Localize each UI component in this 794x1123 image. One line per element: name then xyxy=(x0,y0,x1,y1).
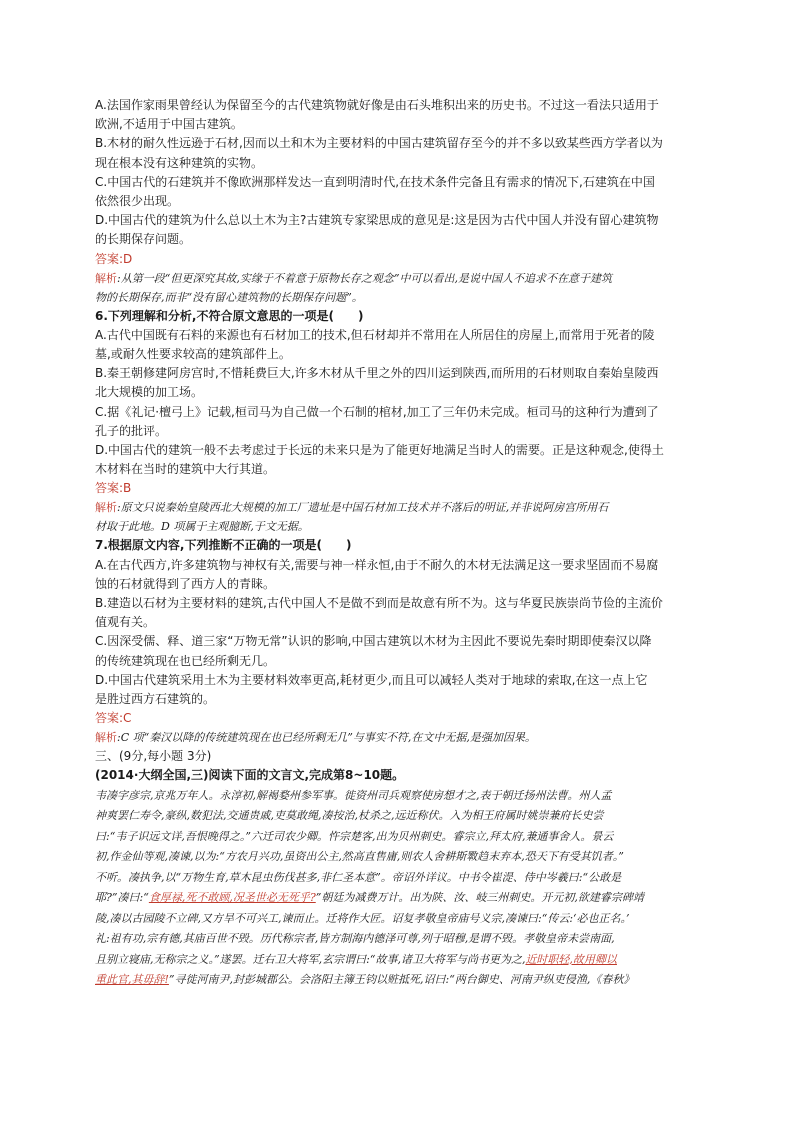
answer-value: :D xyxy=(119,251,133,266)
q7-option-c-line2: 的传统建筑现在也已经所剩无几。 xyxy=(95,653,276,668)
q5-options xyxy=(95,96,715,250)
passage-line: 礼:祖有功,宗有德,其庙百世不毁。历代称宗者,皆方制海内德泽可尊,列于昭穆,是谓不毁。孝敬皇帝未尝南面, xyxy=(95,932,615,946)
passage-text: 耶?”凑曰:“ xyxy=(95,891,149,905)
q5-option-a-line1: A.法国作家雨果曾经认为保留至今的古代建筑物就好像是由石头堆积出来的历史书。不过这一看法只适用于 xyxy=(95,98,659,112)
q6-option-c-line1: C.据《礼记·檀弓上》记载,桓司马为自己做一个石制的棺材,加工了三年仍未完成。桓司马的这种行为遭到了 xyxy=(95,404,659,419)
explanation-text: :从第一段“但更深究其故,实缘于不着意于原物长存之观念”中可以看出,是说中国人不追求不在意于建筑 xyxy=(117,271,612,285)
q7-answer xyxy=(95,709,715,728)
q5-answer xyxy=(95,250,715,269)
q6-option-a-line1: A.古代中国既有石料的来源也有石材加工的技术,但石材却并不常用在人所居住的房屋上,而常用于死者的陵 xyxy=(95,327,655,342)
q6-option-a-line2: 墓,或耐久性要求较高的建筑部件上。 xyxy=(95,347,291,362)
q7-option-b-line2: 值观有关。 xyxy=(95,615,156,630)
q5-explanation-line2: 物的长期保存,而非“没有留心建筑物的长期保存问题”。 xyxy=(95,290,363,304)
passage-line xyxy=(95,950,715,971)
section-source: (2014·大纲全国,三)阅读下面的文言文,完成第8~10题。 xyxy=(95,768,405,783)
passage-line: 神爽罢仁寿令,豪纵,数犯法,交通贵戚,吏莫敢绳,凑按治,杖杀之,远近称伏。入为相王府属时姚崇兼府长史尝 xyxy=(95,809,604,823)
q6-explanation-line1 xyxy=(95,498,715,517)
highlighted-sentence: 重此官,其毋辞! xyxy=(95,973,169,987)
q6-option-b-line2: 北大规模的加工场。 xyxy=(95,385,204,400)
q5-option-b-line1: B.木材的耐久性远逊于石材,因而以土和木为主要材料的中国古建筑留存至今的并不多以致某些西方学者以为 xyxy=(95,136,663,151)
highlighted-sentence: 食厚禄,死不敢顾,况圣世必无死乎? xyxy=(148,891,316,905)
q7-explanation-line1 xyxy=(95,728,715,747)
q5-option-d-line1: D.中国古代的建筑为什么总以土木为主?古建筑专家梁思成的意见是:这是因为古代中国人并没有留心建筑物 xyxy=(95,213,659,228)
document-page xyxy=(95,96,715,991)
q6-option-c-line2: 孔子的批评。 xyxy=(95,423,168,438)
q5-option-a-line2: 欧洲,不适用于中国古建筑。 xyxy=(95,117,243,132)
q5-option-d-line2: 的长期保存问题。 xyxy=(95,232,192,247)
q7-option-d-line1: D.中国古代建筑采用土木为主要材料效率更高,耗材更少,而且可以减轻人类对于地球的索取,在这一点上它 xyxy=(95,672,648,687)
passage-text: ”朝廷为减费万计。出为陕、汝、岐三州刺史。开元初,欲建睿宗碑靖 xyxy=(315,891,644,905)
explanation-text: :C 项“秦汉以降的传统建筑现在也已经所剩无几”与事实不符,在文中无据,是强加因果。 xyxy=(117,731,536,745)
answer-label: 答案 xyxy=(95,711,120,726)
explanation-label: 解析 xyxy=(95,271,117,285)
explanation-label: 解析 xyxy=(95,731,117,745)
q7-stem: 7.根据原文内容,下列推断不正确的一项是( ) xyxy=(95,538,352,553)
q7-option-d-line2: 是胜过西方石建筑的。 xyxy=(95,692,216,707)
q5-option-c-line1: C.中国古代的石建筑并不像欧洲那样发达一直到明清时代,在技术条件完备且有需求的情况下,石建筑在中国 xyxy=(95,174,655,189)
passage-line: 曰:“韦子识远文详,吾恨晚得之。”六迁司农少卿。忤宗楚客,出为贝州刺史。睿宗立,拜太府,兼通事舍人。景云 xyxy=(95,829,614,843)
passage-line: 不听。凑执争,以“万物生育,草木昆虫伤伐甚多,非仁圣本意”。帝诏外详议。中书令崔湜、侍中岑羲曰:“公敢是 xyxy=(95,870,622,884)
explanation-label: 解析 xyxy=(95,501,117,515)
q5-option-c-line2: 依然很少出现。 xyxy=(95,194,180,209)
answer-label: 答案 xyxy=(95,481,120,496)
q5-explanation-line1 xyxy=(95,269,715,288)
q7-option-c-line1: C.因深受儒、释、道三家“万物无常”认识的影响,中国古建筑以木材为主因此不要说先秦时期即使秦汉以降 xyxy=(95,634,652,649)
q6-option-b-line1: B.秦王朝修建阿房宫时,不惜耗费巨大,许多木材从千里之外的四川运到陕西,而所用的石材则取自秦始皇陵西 xyxy=(95,366,659,381)
q7-option-b-line1: B.建造以石材为主要材料的建筑,古代中国人不是做不到而是故意有所不为。这与华夏民族崇尚节俭的主流价 xyxy=(95,596,663,611)
q6-option-d-line2: 木材料在当时的建筑中大行其道。 xyxy=(95,462,276,477)
classical-passage xyxy=(95,786,715,991)
answer-value: :C xyxy=(119,711,132,726)
answer-label: 答案 xyxy=(95,251,120,266)
passage-line: 陵,凑以古园陵不立碑,又方旱不可兴工,谏而止。迁将作大匠。诏复孝敬皇帝庙号义宗,凑谏曰:“传云:‘必也正名。’ xyxy=(95,911,630,925)
passage-text: ”寻徙河南尹,封彭城郡公。会洛阳主簿王钧以赃抵死,诏曰:“两台御史、河南尹纵吏侵渔,《春秋》 xyxy=(168,973,635,987)
q7-option-a-line2: 蚀的石材就得到了西方人的青睐。 xyxy=(95,576,276,591)
q7-option-a-line1: A.在古代西方,许多建筑物与神权有关,需要与神一样永恒,由于不耐久的木材无法满足这一要求坚固而不易腐 xyxy=(95,557,659,572)
q6-explanation-line2: 材取于此地。D 项属于主观臆断,于文无据。 xyxy=(95,520,309,534)
passage-text: 且别立寝庙,无称宗之义。”遂罢。迁右卫大将军,玄宗谓曰:“故事,诸卫大将军与尚书更为之, xyxy=(95,952,526,966)
explanation-text: :原文只说秦始皇陵西北大规模的加工厂遗址是中国石材加工技术并不落后的明证,并非说阿房宫所用石 xyxy=(117,501,609,515)
q5-option-b-line2: 现在根本没有这种建筑的实物。 xyxy=(95,155,264,170)
answer-value: :B xyxy=(119,481,132,496)
passage-line: 初,作金仙等观,凑谏,以为:“方农月兴功,虽资出公主,然高直售庸,则农人舍耕斯斁趋末弃本,恐天下有受其饥者。” xyxy=(95,850,624,864)
passage-line xyxy=(95,888,715,909)
passage-line xyxy=(95,970,715,991)
q6-option-d-line1: D.中国古代的建筑一般不去考虑过于长远的未来只是为了能更好地满足当时人的需要。正是这种观念,使得土 xyxy=(95,443,664,458)
q6-answer xyxy=(95,479,715,498)
passage-line: 韦凑字彦宗,京兆万年人。永淳初,解褐婺州参军事。徙资州司兵观察使房想才之,表于朝迁扬州法曹。州人孟 xyxy=(95,788,612,802)
q6-stem: 6.下列理解和分析,不符合原文意思的一项是( ) xyxy=(95,308,364,323)
highlighted-sentence: 近时职轻,故用卿以 xyxy=(525,952,617,966)
section-header: 三、(9分,每小题 3分) xyxy=(95,749,212,764)
